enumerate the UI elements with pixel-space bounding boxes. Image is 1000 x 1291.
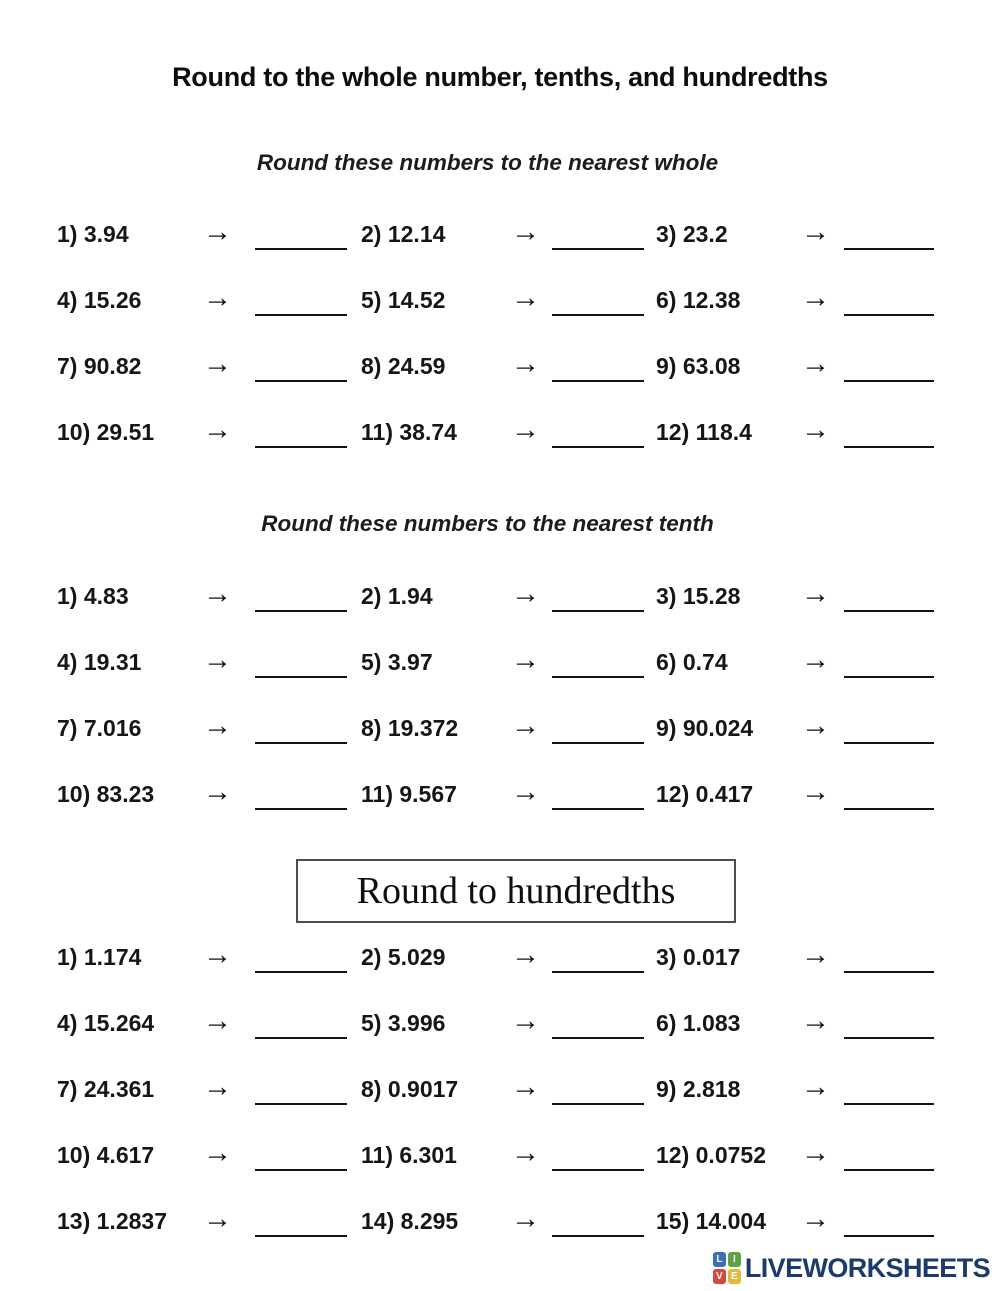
answer-blank-cell [844, 1022, 934, 1024]
right-arrow-icon: → [203, 1004, 232, 1037]
answer-blank[interactable] [255, 1235, 347, 1237]
right-arrow-icon: → [511, 215, 540, 248]
section-rows-hundredths [0, 924, 1000, 1254]
right-arrow-icon: → [801, 347, 830, 380]
right-arrow-icon: → [801, 1070, 830, 1103]
problem-text: 10) 4.617 [57, 1141, 155, 1168]
answer-blank[interactable] [255, 248, 347, 250]
problem-row [0, 1122, 1000, 1188]
answer-blank[interactable] [552, 742, 644, 744]
answer-blank-cell [844, 956, 934, 958]
answer-blank-cell [552, 956, 656, 958]
problem-text: 8) 0.9017 [361, 1075, 459, 1102]
right-arrow-icon: → [511, 413, 540, 446]
problem-text: 12) 0.0752 [656, 1141, 766, 1168]
problem-text: 6) 1.083 [656, 1009, 741, 1036]
answer-blank-cell [552, 661, 656, 663]
logo-letter-square: L [713, 1252, 726, 1267]
problem-text: 1) 4.83 [57, 582, 129, 609]
answer-blank-cell [552, 793, 656, 795]
answer-blank[interactable] [255, 742, 347, 744]
answer-blank-cell [255, 595, 361, 597]
logo-letter-square: I [728, 1252, 741, 1267]
answer-blank-cell [255, 956, 361, 958]
answer-blank-cell [844, 727, 934, 729]
answer-blank[interactable] [552, 380, 644, 382]
answer-blank-cell [552, 299, 656, 301]
problem-row [0, 333, 1000, 399]
problem-text: 8) 19.372 [361, 714, 459, 741]
answer-blank-cell [255, 1220, 361, 1222]
right-arrow-icon: → [203, 775, 232, 808]
section-rows-nearest-tenth [0, 563, 1000, 827]
right-arrow-icon: → [801, 1202, 830, 1235]
right-arrow-icon: → [511, 938, 540, 971]
problem-row [0, 1056, 1000, 1122]
answer-blank[interactable] [255, 380, 347, 382]
right-arrow-icon: → [511, 709, 540, 742]
problem-text: 5) 3.996 [361, 1009, 446, 1036]
right-arrow-icon: → [511, 643, 540, 676]
problem-text: 1) 3.94 [57, 220, 129, 247]
answer-blank-cell [844, 793, 934, 795]
answer-blank-cell [255, 793, 361, 795]
right-arrow-icon: → [203, 643, 232, 676]
answer-blank[interactable] [844, 971, 934, 973]
problem-text: 12) 0.417 [656, 780, 754, 807]
problem-row [0, 761, 1000, 827]
answer-blank-cell [844, 595, 934, 597]
answer-blank-cell [844, 299, 934, 301]
problem-row [0, 201, 1000, 267]
right-arrow-icon: → [511, 347, 540, 380]
problem-row [0, 267, 1000, 333]
right-arrow-icon: → [203, 413, 232, 446]
answer-blank[interactable] [255, 1103, 347, 1105]
problem-text: 2) 1.94 [361, 582, 433, 609]
right-arrow-icon: → [203, 1070, 232, 1103]
page-title: Round to the whole number, tenths, and hundredths [172, 62, 828, 92]
problem-row [0, 990, 1000, 1056]
answer-blank[interactable] [844, 1169, 934, 1171]
problem-row [0, 399, 1000, 465]
answer-blank-cell [255, 1088, 361, 1090]
answer-blank[interactable] [255, 1169, 347, 1171]
right-arrow-icon: → [801, 938, 830, 971]
right-arrow-icon: → [511, 1070, 540, 1103]
answer-blank[interactable] [844, 808, 934, 810]
answer-blank[interactable] [552, 808, 644, 810]
right-arrow-icon: → [203, 577, 232, 610]
answer-blank[interactable] [552, 314, 644, 316]
answer-blank-cell [844, 661, 934, 663]
answer-blank-cell [552, 1088, 656, 1090]
answer-blank[interactable] [844, 446, 934, 448]
right-arrow-icon: → [511, 281, 540, 314]
answer-blank-cell [255, 365, 361, 367]
answer-blank[interactable] [844, 314, 934, 316]
problem-text: 10) 29.51 [57, 418, 155, 445]
problem-text: 6) 12.38 [656, 286, 741, 313]
right-arrow-icon: → [801, 215, 830, 248]
right-arrow-icon: → [203, 281, 232, 314]
problem-row [0, 629, 1000, 695]
answer-blank[interactable] [255, 610, 347, 612]
answer-blank[interactable] [552, 610, 644, 612]
answer-blank-cell [552, 365, 656, 367]
answer-blank[interactable] [255, 676, 347, 678]
section-heading-nearest-whole: Round these numbers to the nearest whole [256, 150, 719, 175]
problem-text: 4) 15.264 [57, 1009, 155, 1036]
answer-blank[interactable] [844, 380, 934, 382]
right-arrow-icon: → [511, 577, 540, 610]
answer-blank-cell [552, 1022, 656, 1024]
answer-blank[interactable] [552, 1169, 644, 1171]
problem-text: 3) 0.017 [656, 943, 741, 970]
right-arrow-icon: → [801, 1136, 830, 1169]
answer-blank-cell [255, 727, 361, 729]
problem-text: 11) 9.567 [361, 780, 457, 807]
problem-text: 13) 1.2837 [57, 1207, 167, 1234]
problem-text: 7) 90.82 [57, 352, 142, 379]
answer-blank[interactable] [552, 1037, 644, 1039]
answer-blank-cell [552, 595, 656, 597]
answer-blank-cell [844, 365, 934, 367]
problem-text: 5) 14.52 [361, 286, 446, 313]
answer-blank-cell [255, 1154, 361, 1156]
right-arrow-icon: → [203, 709, 232, 742]
right-arrow-icon: → [511, 1136, 540, 1169]
problem-text: 3) 15.28 [656, 582, 741, 609]
right-arrow-icon: → [203, 347, 232, 380]
problem-row [0, 924, 1000, 990]
right-arrow-icon: → [801, 413, 830, 446]
problem-text: 15) 14.004 [656, 1207, 766, 1234]
answer-blank-cell [552, 1154, 656, 1156]
right-arrow-icon: → [511, 1004, 540, 1037]
problem-text: 7) 24.361 [57, 1075, 155, 1102]
answer-blank-cell [844, 1154, 934, 1156]
problem-text: 5) 3.97 [361, 648, 433, 675]
right-arrow-icon: → [801, 577, 830, 610]
problem-text: 3) 23.2 [656, 220, 728, 247]
liveworksheets-logo [713, 1252, 990, 1284]
right-arrow-icon: → [801, 643, 830, 676]
answer-blank-cell [255, 299, 361, 301]
section-heading-nearest-tenth: Round these numbers to the nearest tenth [261, 511, 714, 536]
answer-blank-cell [552, 727, 656, 729]
answer-blank[interactable] [255, 808, 347, 810]
section-rows-nearest-whole [0, 201, 1000, 465]
problem-text: 2) 5.029 [361, 943, 446, 970]
problem-text: 6) 0.74 [656, 648, 728, 675]
right-arrow-icon: → [801, 1004, 830, 1037]
answer-blank-cell [844, 1220, 934, 1222]
answer-blank[interactable] [552, 248, 644, 250]
answer-blank-cell [255, 1022, 361, 1024]
answer-blank-cell [255, 233, 361, 235]
answer-blank[interactable] [255, 971, 347, 973]
answer-blank[interactable] [552, 446, 644, 448]
problem-text: 12) 118.4 [656, 418, 752, 445]
liveworksheets-logo-text: LIVEWORKSHEETS [744, 1252, 990, 1283]
problem-text: 9) 63.08 [656, 352, 741, 379]
answer-blank-cell [552, 1220, 656, 1222]
answer-blank[interactable] [552, 971, 644, 973]
answer-blank[interactable] [552, 676, 644, 678]
answer-blank[interactable] [255, 446, 347, 448]
answer-blank-cell [552, 431, 656, 433]
answer-blank[interactable] [255, 1037, 347, 1039]
answer-blank[interactable] [552, 1235, 644, 1237]
problem-text: 9) 90.024 [656, 714, 754, 741]
answer-blank[interactable] [844, 248, 934, 250]
answer-blank[interactable] [844, 1103, 934, 1105]
right-arrow-icon: → [801, 281, 830, 314]
right-arrow-icon: → [203, 938, 232, 971]
answer-blank[interactable] [844, 1037, 934, 1039]
right-arrow-icon: → [511, 775, 540, 808]
answer-blank[interactable] [844, 676, 934, 678]
problem-text: 2) 12.14 [361, 220, 446, 247]
answer-blank-cell [255, 661, 361, 663]
problem-text: 4) 19.31 [57, 648, 142, 675]
right-arrow-icon: → [511, 1202, 540, 1235]
right-arrow-icon: → [801, 709, 830, 742]
answer-blank-cell [844, 1088, 934, 1090]
right-arrow-icon: → [203, 1202, 232, 1235]
liveworksheets-grid-icon [713, 1252, 741, 1284]
answer-blank[interactable] [844, 610, 934, 612]
right-arrow-icon: → [801, 775, 830, 808]
problem-row [0, 563, 1000, 629]
problem-row [0, 695, 1000, 761]
problem-text: 11) 38.74 [361, 418, 457, 445]
problem-text: 8) 24.59 [361, 352, 446, 379]
answer-blank-cell [255, 431, 361, 433]
answer-blank[interactable] [844, 1235, 934, 1237]
problem-text: 11) 6.301 [361, 1141, 457, 1168]
answer-blank[interactable] [844, 742, 934, 744]
right-arrow-icon: → [203, 215, 232, 248]
answer-blank-cell [844, 431, 934, 433]
problem-text: 1) 1.174 [57, 943, 142, 970]
problem-row [0, 1188, 1000, 1254]
answer-blank[interactable] [552, 1103, 644, 1105]
right-arrow-icon: → [203, 1136, 232, 1169]
answer-blank[interactable] [255, 314, 347, 316]
problem-text: 4) 15.26 [57, 286, 142, 313]
section-heading-hundredths-box: Round to hundredths [296, 859, 736, 923]
problem-text: 9) 2.818 [656, 1075, 741, 1102]
answer-blank-cell [844, 233, 934, 235]
problem-text: 7) 7.016 [57, 714, 142, 741]
problem-text: 10) 83.23 [57, 780, 155, 807]
logo-letter-square: V [713, 1269, 726, 1284]
answer-blank-cell [552, 233, 656, 235]
problem-text: 14) 8.295 [361, 1207, 459, 1234]
logo-letter-square: E [728, 1269, 741, 1284]
